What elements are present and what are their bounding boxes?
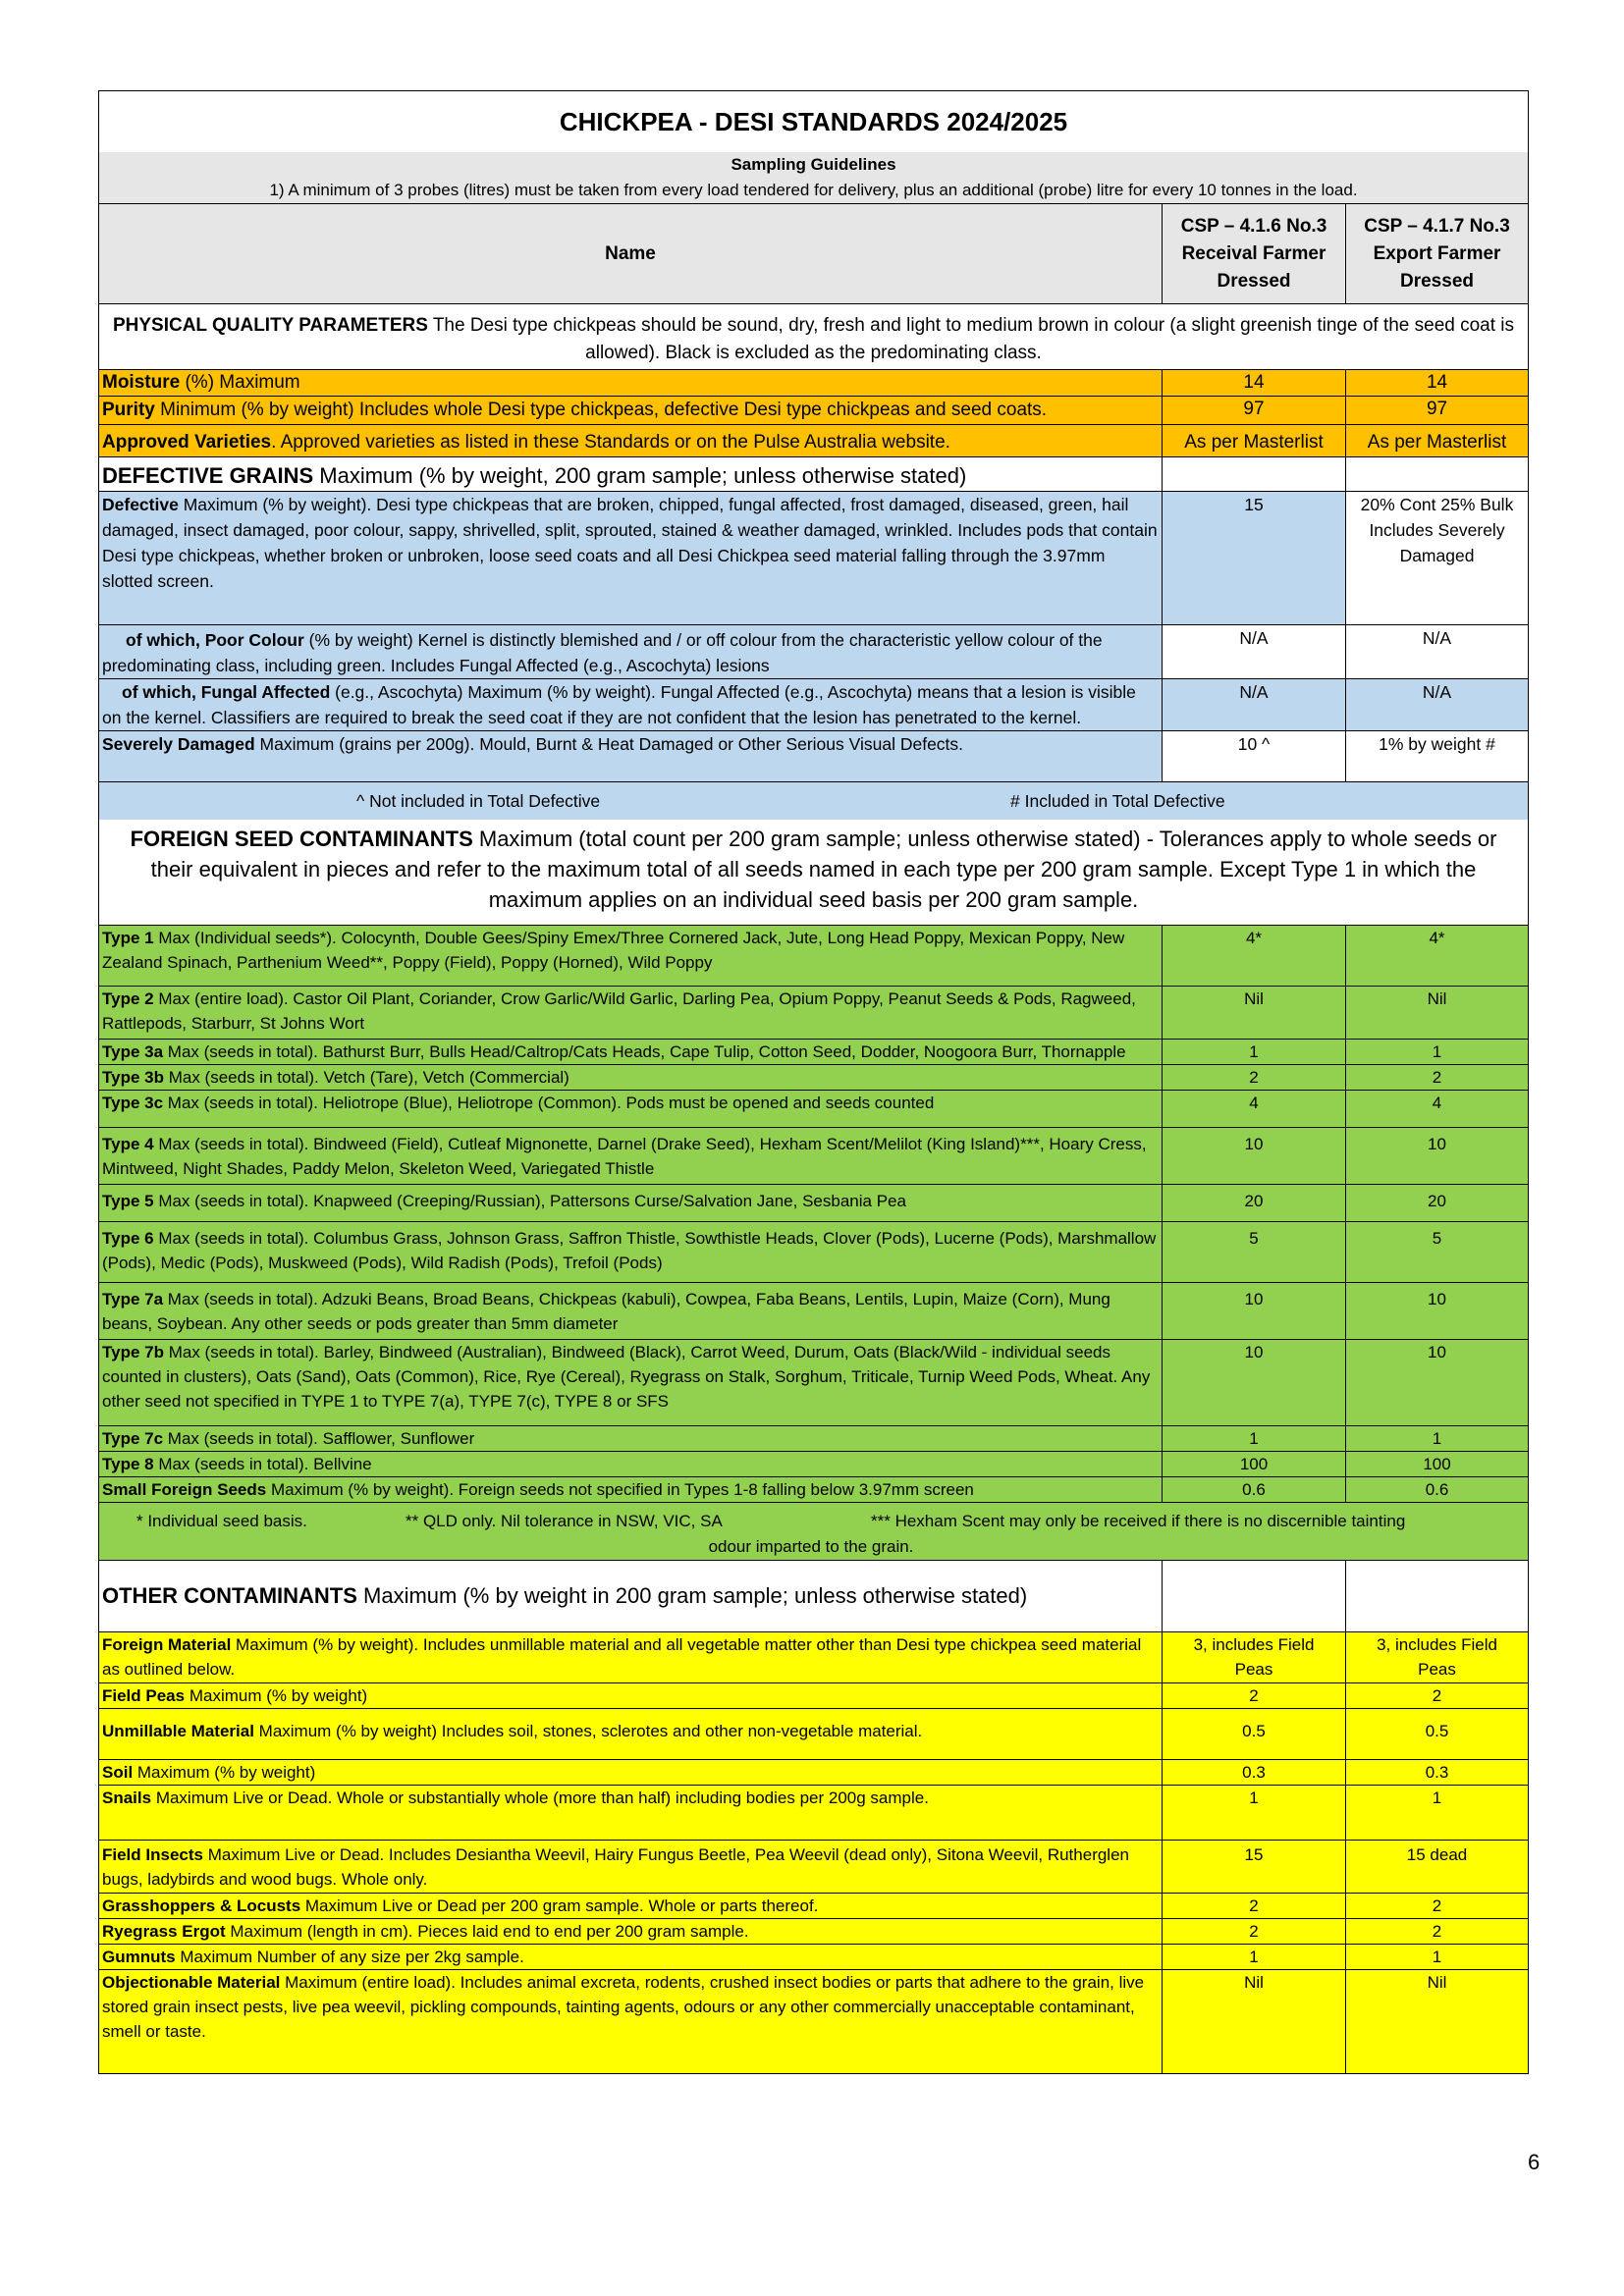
row-foreign-material xyxy=(99,1632,1163,1683)
row-lead: Type 6 xyxy=(102,1229,154,1248)
row-text: Maximum (% by weight) xyxy=(185,1686,368,1705)
row-grasshoppers-locusts xyxy=(99,1894,1163,1919)
sampling-heading: Sampling Guidelines xyxy=(99,152,1529,178)
row-approved-varieties xyxy=(99,425,1163,457)
value-export: 4* xyxy=(1346,926,1529,987)
physical-text: The Desi type chickpeas should be sound, dry, fresh and light to medium brown in colour (a slight greenish tinge of the seed coat is allowed). Black is excluded as the predominating class. xyxy=(427,315,1515,363)
row-lead: Unmillable Material xyxy=(102,1722,254,1740)
row-text: Maximum (length in cm). Pieces laid end to end per 200 gram sample. xyxy=(225,1922,749,1941)
value-receival: 2 xyxy=(1163,1065,1346,1091)
value-export: 100 xyxy=(1346,1452,1529,1477)
row-text: Maximum (% by weight) Includes soil, stones, sclerotes and other non-vegetable material. xyxy=(253,1722,923,1740)
row-text: Maximum Live or Dead. Whole or substantially whole (more than half) including bodies per 200g sample. xyxy=(151,1789,929,1807)
row-text: (%) Maximum xyxy=(180,372,300,393)
row-text: Maximum Live or Dead per 200 gram sample. Whole or parts thereof. xyxy=(300,1896,819,1915)
row-lead: Type 7a xyxy=(102,1290,164,1308)
row-lead: Type 1 xyxy=(102,929,154,947)
row-defective xyxy=(99,492,1163,625)
foreign-text: Maximum (total count per 200 gram sample; unless otherwise stated) - Tolerances apply to whole seeds or their equivalent in pieces and refer to the maximum total of all seeds named in each type per 200 gram sample. Except Type 1 in which the maximum applies on an individual seed basis per 200 gram sample. xyxy=(150,827,1497,912)
row-lead: Type 7b xyxy=(102,1343,164,1362)
row-text: Max (seeds in total). Columbus Grass, Johnson Grass, Saffron Thistle, Sowthistle Heads, Clover (Pods), Lucerne (Pods), Marshmallow (Pods), Medic (Pods), Muskweed (Pods), Wild Radish (Pods), Trefoil (Pods) xyxy=(102,1229,1157,1272)
value-export: 0.6 xyxy=(1346,1477,1529,1503)
row-text: Maximum Number of any size per 2kg sample. xyxy=(175,1948,524,1966)
row-snails xyxy=(99,1786,1163,1841)
row-lead: Defective xyxy=(102,495,179,514)
row-type-7a xyxy=(99,1283,1163,1340)
row-text: Max (Individual seeds*). Colocynth, Double Gees/Spiny Emex/Three Cornered Jack, Jute, Long Head Poppy, Mexican Poppy, New Zealand Spinach, Parthenium Weed**, Poppy (Field), Poppy (Horned), Wild Poppy xyxy=(102,929,1125,972)
value-receival: 2 xyxy=(1163,1894,1346,1919)
row-lead: Type 3c xyxy=(102,1094,164,1112)
value-export: 4 xyxy=(1346,1091,1529,1128)
value-receival: 5 xyxy=(1163,1222,1346,1283)
row-lead: Type 4 xyxy=(102,1135,154,1153)
value-export: 10 xyxy=(1346,1128,1529,1185)
row-lead: Moisture xyxy=(102,372,181,393)
row-unmillable-material xyxy=(99,1709,1163,1760)
value-receival: 3, includes Field Peas xyxy=(1163,1632,1346,1683)
row-field-peas xyxy=(99,1683,1163,1709)
row-lead: Soil xyxy=(102,1763,134,1782)
row-lead: Approved Varieties xyxy=(102,432,272,453)
row-lead: Type 8 xyxy=(102,1455,154,1473)
physical-section xyxy=(99,304,1529,370)
row-type-3c xyxy=(99,1091,1163,1128)
empty-cell xyxy=(1346,1561,1529,1632)
row-text: Maximum (% by weight) xyxy=(133,1763,316,1782)
row-lead: of which, Fungal Affected xyxy=(122,682,331,702)
value-export: 2 xyxy=(1346,1919,1529,1945)
value-receival: 14 xyxy=(1163,370,1346,397)
row-lead: Type 5 xyxy=(102,1192,154,1210)
note-hexham-scent: *** Hexham Scent may only be received if there is no discernible tainting xyxy=(871,1512,1406,1530)
standards-table xyxy=(98,90,1529,2074)
value-receival: 1 xyxy=(1163,1786,1346,1841)
row-text: (% by weight) Kernel is distinctly blemished and / or off colour from the characteristic yellow colour of the predominating class, including green. Includes Fungal Affected (e.g., Ascochyta) lesions xyxy=(102,630,1103,675)
row-lead: Field Insects xyxy=(102,1845,203,1864)
header-col-export: CSP – 4.1.7 No.3 Export Farmer Dressed xyxy=(1346,204,1529,304)
row-text: (e.g., Ascochyta) Maximum (% by weight). Fungal Affected (e.g., Ascochyta) means that a lesion is visible on the kernel. Classifiers are required to break the seed coat if they are not confident that the lesion has penetrated to the kernel. xyxy=(102,682,1136,727)
physical-lead: PHYSICAL QUALITY PARAMETERS xyxy=(112,315,428,336)
note-not-included: ^ Not included in Total Defective xyxy=(356,791,601,811)
row-lead: Ryegrass Ergot xyxy=(102,1922,226,1941)
row-text: Maximum (% by weight). Desi type chickpeas that are broken, chipped, fungal affected, frost damaged, diseased, green, hail damaged, insect damaged, poor colour, sappy, shrivelled, split, sprouted, stained & weather damaged, wrinkled. Includes pods that contain Desi type chickpeas, whether broken or unbroken, loose seed coats and all Desi Chickpea seed material falling through the 3.97mm slotted screen. xyxy=(102,495,1158,591)
empty-cell xyxy=(1163,1561,1346,1632)
foreign-lead: FOREIGN SEED CONTAMINANTS xyxy=(130,827,473,851)
row-text: Max (entire load). Castor Oil Plant, Coriander, Crow Garlic/Wild Garlic, Darling Pea, Opium Poppy, Peanut Seeds & Pods, Ragweed, Rattlepods, Starburr, St Johns Wort xyxy=(102,989,1136,1033)
defective-notes xyxy=(99,782,1529,821)
value-export: 1 xyxy=(1346,1040,1529,1065)
value-receival: 10 xyxy=(1163,1340,1346,1426)
row-objectionable-material xyxy=(99,1970,1163,2074)
value-receival: 1 xyxy=(1163,1945,1346,1970)
page-number: 6 xyxy=(1528,2150,1541,2174)
row-lead: Type 7c xyxy=(102,1429,164,1448)
row-type-4 xyxy=(99,1128,1163,1185)
page-title: CHICKPEA - DESI STANDARDS 2024/2025 xyxy=(99,91,1529,153)
value-receival: 100 xyxy=(1163,1452,1346,1477)
value-receival: 0.5 xyxy=(1163,1709,1346,1760)
value-receival: 0.6 xyxy=(1163,1477,1346,1503)
row-type-8 xyxy=(99,1452,1163,1477)
row-text: Max (seeds in total). Bellvine xyxy=(153,1455,372,1473)
other-text: Maximum (% by weight in 200 gram sample; unless otherwise stated) xyxy=(356,1583,1028,1608)
row-lead: Type 3a xyxy=(102,1042,164,1061)
row-text: Maximum Live or Dead. Includes Desiantha Weevil, Hairy Fungus Beetle, Pea Weevil (dead only), Sitona Weevil, Rutherglen bugs, ladybirds and wood bugs. Whole only. xyxy=(102,1845,1129,1889)
foreign-section xyxy=(99,820,1529,926)
row-fungal-affected xyxy=(99,679,1163,731)
row-type-7c xyxy=(99,1426,1163,1452)
row-text: Max (seeds in total). Knapweed (Creeping/Russian), Pattersons Curse/Salvation Jane, Sesbania Pea xyxy=(153,1192,906,1210)
row-text: Maximum (grains per 200g). Mould, Burnt & Heat Damaged or Other Serious Visual Defects. xyxy=(254,734,964,754)
row-text: Max (seeds in total). Heliotrope (Blue), Heliotrope (Common). Pods must be opened and seeds counted xyxy=(163,1094,935,1112)
row-field-insects xyxy=(99,1841,1163,1894)
row-text: Max (seeds in total). Bathurst Burr, Bulls Head/Caltrop/Cats Heads, Cape Tulip, Cotton Seed, Dodder, Noogoora Burr, Thornapple xyxy=(163,1042,1126,1061)
standards-sheet xyxy=(98,90,1528,2074)
foreign-notes xyxy=(99,1503,1529,1561)
value-receival: 20 xyxy=(1163,1185,1346,1222)
defective-text: Maximum (% by weight, 200 gram sample; unless otherwise stated) xyxy=(313,463,967,488)
note-individual-seed: * Individual seed basis. xyxy=(136,1512,307,1530)
value-export: 1% by weight # xyxy=(1346,731,1529,782)
value-export: Nil xyxy=(1346,1970,1529,2074)
value-receival: 4 xyxy=(1163,1091,1346,1128)
value-export: As per Masterlist xyxy=(1346,425,1529,457)
empty-cell xyxy=(1163,457,1346,492)
value-receival: 2 xyxy=(1163,1683,1346,1709)
value-receival: 10 xyxy=(1163,1283,1346,1340)
value-export: 14 xyxy=(1346,370,1529,397)
row-soil xyxy=(99,1760,1163,1786)
note-qld-only: ** QLD only. Nil tolerance in NSW, VIC, SA xyxy=(406,1512,723,1530)
value-export: 2 xyxy=(1346,1683,1529,1709)
row-severely-damaged xyxy=(99,731,1163,782)
value-export: 0.3 xyxy=(1346,1760,1529,1786)
row-lead: Snails xyxy=(102,1789,152,1807)
value-receival: Nil xyxy=(1163,987,1346,1040)
value-export: 1 xyxy=(1346,1945,1529,1970)
row-text: Maximum (entire load). Includes animal excreta, rodents, crushed insect bodies or parts that adhere to the grain, live stored grain insect pests, live pea weevil, pickling compounds, tainting agents, odours or any other commercially unacceptable contaminant, smell or taste. xyxy=(102,1973,1145,2041)
value-export: N/A xyxy=(1346,679,1529,731)
row-type-6 xyxy=(99,1222,1163,1283)
row-text: . Approved varieties as listed in these Standards or on the Pulse Australia website. xyxy=(271,432,950,453)
row-lead: Gumnuts xyxy=(102,1948,176,1966)
row-lead: Objectionable Material xyxy=(102,1973,281,1992)
value-receival: 10 ^ xyxy=(1163,731,1346,782)
row-purity xyxy=(99,397,1163,425)
value-receival: 4* xyxy=(1163,926,1346,987)
row-text: Max (seeds in total). Bindweed (Field), Cutleaf Mignonette, Darnel (Drake Seed), Hexham Scent/Melilot (King Island)***, Hoary Cress, Mintweed, Night Shades, Paddy Melon, Skeleton Weed, Variegated Thistle xyxy=(102,1135,1147,1178)
value-export: 0.5 xyxy=(1346,1709,1529,1760)
header-col-receival: CSP – 4.1.6 No.3 Receival Farmer Dressed xyxy=(1163,204,1346,304)
value-export: 1 xyxy=(1346,1786,1529,1841)
other-lead: OTHER CONTAMINANTS xyxy=(102,1583,357,1608)
value-receival: 97 xyxy=(1163,397,1346,425)
row-gumnuts xyxy=(99,1945,1163,1970)
value-receival: 15 xyxy=(1163,1841,1346,1894)
value-receival: 10 xyxy=(1163,1128,1346,1185)
row-poor-colour xyxy=(99,625,1163,679)
value-receival: 1 xyxy=(1163,1426,1346,1452)
value-export: 15 dead xyxy=(1346,1841,1529,1894)
value-export: 2 xyxy=(1346,1894,1529,1919)
value-export: 2 xyxy=(1346,1065,1529,1091)
row-text: Maximum (% by weight). Foreign seeds not specified in Types 1-8 falling below 3.97mm screen xyxy=(266,1480,974,1499)
row-ryegrass-ergot xyxy=(99,1919,1163,1945)
row-lead: Small Foreign Seeds xyxy=(102,1480,267,1499)
value-receival: N/A xyxy=(1163,625,1346,679)
row-lead: Grasshoppers & Locusts xyxy=(102,1896,301,1915)
row-type-7b xyxy=(99,1340,1163,1426)
value-receival: 0.3 xyxy=(1163,1760,1346,1786)
row-type-2 xyxy=(99,987,1163,1040)
value-receival: N/A xyxy=(1163,679,1346,731)
note-hexham-scent-cont: odour imparted to the grain. xyxy=(708,1537,914,1556)
header-name: Name xyxy=(99,204,1163,304)
empty-cell xyxy=(1346,457,1529,492)
value-receival: As per Masterlist xyxy=(1163,425,1346,457)
row-text: Max (seeds in total). Adzuki Beans, Broad Beans, Chickpeas (kabuli), Cowpea, Faba Beans, Lentils, Lupin, Maize (Corn), Mung beans, Soybean. Any other seeds or pods greater than 5mm diameter xyxy=(102,1290,1110,1333)
value-export: 10 xyxy=(1346,1283,1529,1340)
row-lead: Type 2 xyxy=(102,989,154,1008)
value-export: Nil xyxy=(1346,987,1529,1040)
row-type-3b xyxy=(99,1065,1163,1091)
value-receival: Nil xyxy=(1163,1970,1346,2074)
value-receival: 15 xyxy=(1163,492,1346,625)
row-text: Max (seeds in total). Barley, Bindweed (Australian), Bindweed (Black), Carrot Weed, Durum, Oats (Black/Wild - individual seeds counted in clusters), Oats (Sand), Oats (Common), Rice, Rye (Cereal), Ryegrass on Stalk, Sorghum, Triticale, Turnip Weed Pods, Wheat. Any other seed not specified in TYPE 1 to TYPE 7(a), TYPE 7(c), TYPE 8 or SFS xyxy=(102,1343,1151,1411)
value-export: 3, includes Field Peas xyxy=(1346,1632,1529,1683)
row-lead: of which, Poor Colour xyxy=(126,630,304,650)
row-type-5 xyxy=(99,1185,1163,1222)
row-text: Minimum (% by weight) Includes whole Desi type chickpeas, defective Desi type chickpeas and seed coats. xyxy=(154,400,1048,420)
sampling-text: 1) A minimum of 3 probes (litres) must be taken from every load tendered for delivery, plus an additional (probe) litre for every 10 tonnes in the load. xyxy=(99,178,1529,204)
value-export: 20 xyxy=(1346,1185,1529,1222)
row-lead: Field Peas xyxy=(102,1686,186,1705)
row-text: Max (seeds in total). Vetch (Tare), Vetch (Commercial) xyxy=(163,1068,569,1087)
value-export: 20% Cont 25% Bulk Includes Severely Damaged xyxy=(1346,492,1529,625)
note-included: # Included in Total Defective xyxy=(1010,791,1225,811)
value-export: 97 xyxy=(1346,397,1529,425)
value-export: N/A xyxy=(1346,625,1529,679)
row-lead: Severely Damaged xyxy=(102,734,255,754)
other-section xyxy=(99,1561,1163,1632)
row-lead: Purity xyxy=(102,400,155,420)
value-receival: 2 xyxy=(1163,1919,1346,1945)
row-text: Max (seeds in total). Safflower, Sunflower xyxy=(163,1429,475,1448)
value-receival: 1 xyxy=(1163,1040,1346,1065)
defective-lead: DEFECTIVE GRAINS xyxy=(102,463,314,488)
row-type-1 xyxy=(99,926,1163,987)
row-moisture xyxy=(99,370,1163,397)
row-text: Maximum (% by weight). Includes unmillable material and all vegetable matter other than Desi type chickpea seed material as outlined below. xyxy=(102,1635,1142,1679)
row-lead: Type 3b xyxy=(102,1068,164,1087)
value-export: 1 xyxy=(1346,1426,1529,1452)
defective-section xyxy=(99,457,1163,492)
row-lead: Foreign Material xyxy=(102,1635,232,1654)
row-small-foreign-seeds xyxy=(99,1477,1163,1503)
value-export: 10 xyxy=(1346,1340,1529,1426)
value-export: 5 xyxy=(1346,1222,1529,1283)
row-type-3a xyxy=(99,1040,1163,1065)
